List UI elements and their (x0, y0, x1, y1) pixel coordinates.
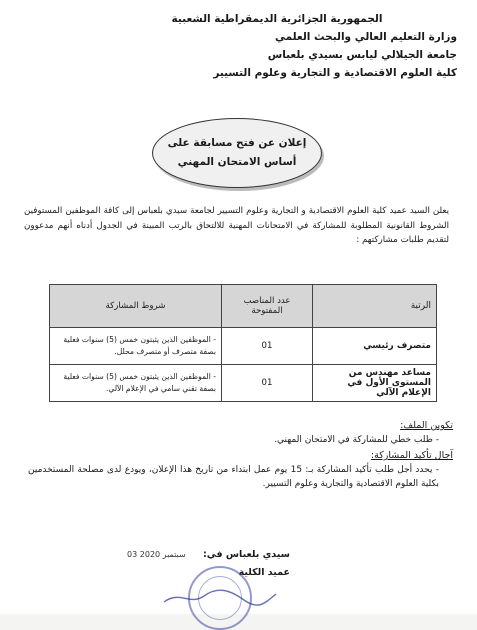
application-file-section (28, 418, 453, 491)
table-row (50, 365, 437, 402)
university-line: جامعة الجيلالي ليابس بسيدي بلعباس (267, 49, 457, 61)
signature-block (70, 546, 290, 582)
count-cell: 01 (222, 328, 313, 365)
header-conditions: شروط المشاركة (50, 285, 222, 328)
positions-table (49, 284, 437, 402)
header-rank: الرتبة (313, 285, 437, 328)
table-header-row (50, 285, 437, 328)
conditions-cell: - الموظفين الذين يثبتون خمس (5) سنوات فعلية بصفة تقني سامي في الإعلام الآلي. (50, 365, 222, 402)
deadline-text: - يحدد أجل طلب تأكيد المشاركة بـ: 15 يوم عمل ابتداء من تاريخ هذا الإعلان، ويودع لدى مصلحة المستخدمين بكلية العلوم الاقتصادية والتجارية وعلوم التسيير. (28, 465, 439, 489)
deadline-heading: آجال تأكيد المشاركة: (370, 450, 453, 461)
announcement-title-box (152, 118, 322, 188)
header-count: عدد المناصب المفتوحة (222, 285, 313, 328)
conditions-cell: - الموظفين الذين يثبتون خمس (5) سنوات فعلية بصفة متصرف أو متصرف محلل. (50, 328, 222, 365)
signature-place: سيدي بلعباس في: (202, 549, 290, 560)
file-heading: تكوين الملف: (400, 420, 453, 431)
faculty-line: كلية العلوم الاقتصادية و التجارية وعلوم التسيير (213, 67, 457, 79)
handwritten-signature (160, 588, 280, 608)
file-item: - طلب خطي للمشاركة في الامتحان المهني. (274, 435, 439, 445)
table-row (50, 328, 437, 365)
ministry-line: وزارة التعليم العالي والبحث العلمي (274, 31, 457, 43)
intro-paragraph: يعلن السيد عميد كلية العلوم الاقتصادية و التجارية وعلوم التسيير لجامعة سيدي بلعباس إلى كافة الموظفين المستوفين الشروط القانونية المطلوبة للمشاركة في الامتحانات المهنية للالتحاق بالرتب المبينة في الجدول أدناه أنهم مدعوون لتقديم طلبات مشاركتهم : (24, 206, 449, 245)
count-cell: 01 (222, 365, 313, 402)
letterhead (97, 10, 457, 82)
republic-line: الجمهورية الجزائرية الديمقراطية الشعبية (171, 13, 383, 25)
announcement-title-line1: إعلان عن فتح مسابقة على (167, 137, 307, 149)
rank-cell: مساعد مهندس من المستوى الأول في الإعلام الآلي (313, 365, 437, 402)
signature-title: عميد الكلية (238, 567, 290, 578)
announcement-title-line2: أساس الامتحان المهني (177, 156, 297, 168)
rank-cell: متصرف رئيسي (313, 328, 437, 365)
signature-date: 03 سبتمبر 2020 (127, 550, 186, 559)
